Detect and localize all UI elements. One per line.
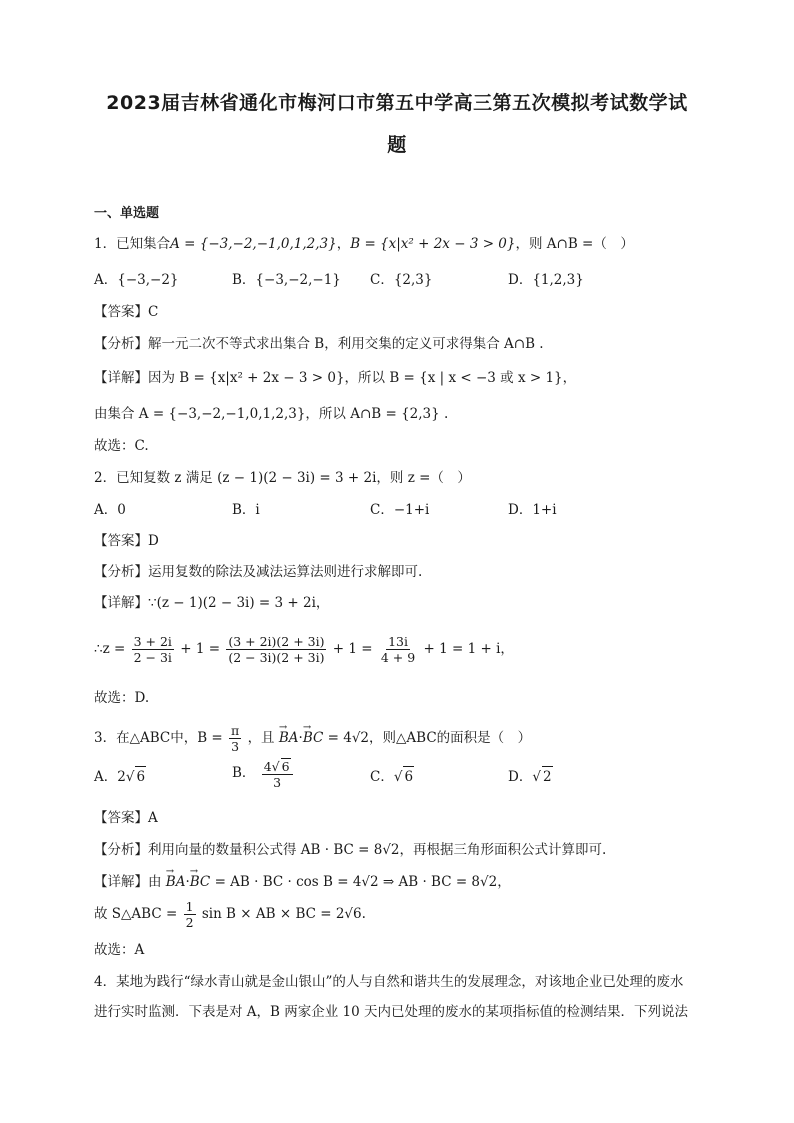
- q2-detail-1: 【详解】∵(z − 1)(2 − 3i) = 3 + 2i，: [94, 595, 330, 611]
- q1-option-a: A．{−3,−2}: [94, 272, 179, 288]
- vector-ba: → BA: [166, 872, 186, 892]
- fraction: $\frac{\pi}{3}$: [231, 723, 240, 754]
- q2-detail-2: ∴z = $\frac{3 + 2i}{2 - 3i}$ + 1 = $\frac{(3 + 2i)(2 + 3i)}{(2 - 3i)(2 + 3i)}$ + 1 = $\frac{13i}{4 + 9}$ + 1 = 1 + i，: [94, 634, 514, 665]
- exam-title-line-1: 2023届吉林省通化市梅河口市第五中学高三第五次模拟考试数学试: [106, 92, 688, 114]
- q1-detail-1: 【详解】因为 B = {x|x² + 2x − 3 > 0}，所以 B = {x | x < −3 或 x > 1}，: [94, 370, 577, 386]
- section-heading: 一、单选题: [94, 206, 160, 221]
- fraction: $\frac{3 + 2i}{2 - 3i}$: [133, 634, 172, 665]
- q2-answer: 【答案】D: [94, 533, 159, 549]
- q1-analysis: 【分析】解一元二次不等式求出集合 B，利用交集的定义可求得集合 A∩B .: [94, 336, 544, 352]
- q1-answer: 【答案】C: [94, 304, 159, 320]
- q3-detail-1: 【详解】由 → BA·→ BC = AB · BC · cos B = 4√2 ⇒ AB · BC = 8√2，: [94, 872, 511, 892]
- vector-bc: → BC: [190, 872, 211, 892]
- q2-stem: 2．已知复数 z 满足 (z − 1)(2 − 3i) = 3 + 2i，则 z =（ ）: [94, 470, 471, 486]
- vector-bc: → BC: [303, 722, 324, 754]
- fraction: $\frac{13i}{4 + 9}$: [380, 634, 416, 665]
- vector-ba: → BA: [279, 722, 299, 754]
- fraction: $\frac{1}{2}$: [185, 899, 194, 930]
- q3-stem: 3．在△ABC中，B = $\frac{\pi}{3}$ ，且 → BA·→ BC = 4√2，则△ABC的面积是（ ）: [94, 722, 531, 754]
- q1-option-c: C．{2,3}: [370, 272, 433, 288]
- q1-option-b: B．{−3,−2,−1}: [232, 272, 341, 288]
- q2-option-a: A．0: [94, 502, 126, 518]
- q3-analysis: 【分析】利用向量的数量积公式得 AB · BC = 8√2，再根据三角形面积公式计算即可.: [94, 842, 607, 858]
- q2-choice: 故选：D.: [94, 690, 150, 706]
- q1-choice: 故选：C.: [94, 438, 149, 454]
- q2-analysis: 【分析】运用复数的除法及减法运算法则进行求解即可.: [94, 564, 423, 580]
- q3-option-c: C．√ 6: [370, 766, 414, 787]
- q3-choice: 故选：A: [94, 942, 145, 958]
- q2-option-d: D．1+i: [508, 502, 557, 518]
- fraction: $\frac{(3 + 2i)(2 + 3i)}{(2 - 3i)(2 + 3i)}$: [228, 634, 325, 665]
- q1-stem: 1．已知集合A = {−3,−2,−1,0,1,2,3}，B = {x|x² + 2x − 3 > 0}，则 A∩B =（ ）: [94, 236, 634, 252]
- q1-detail-2: 由集合 A = {−3,−2,−1,0,1,2,3}，所以 A∩B = {2,3} .: [94, 406, 449, 422]
- q2-option-b: B．i: [232, 502, 260, 518]
- q3-option-a: A．2√ 6: [94, 766, 146, 787]
- q3-detail-2: 故 S△ABC = $\frac{1}{2}$ sin B × AB × BC = 2√6.: [94, 899, 366, 930]
- q3-answer: 【答案】A: [94, 810, 158, 826]
- q3-option-d: D．√ 2: [508, 766, 553, 787]
- exam-title-line-2: 题: [387, 134, 407, 156]
- q2-option-c: C．−1+i: [370, 502, 430, 518]
- fraction: $\frac{4√ 6}{3}$: [262, 758, 293, 790]
- q1-option-d: D．{1,2,3}: [508, 272, 584, 288]
- q3-option-b: B． $\frac{4√ 6}{3}$: [232, 756, 295, 790]
- q4-stem-line-1: 4．某地为践行“绿水青山就是金山银山”的人与自然和谐共生的发展理念，对该地企业已处理的废水: [94, 974, 684, 990]
- q4-stem-line-2: 进行实时监测．下表是对 A，B 两家企业 10 天内已处理的废水的某项指标值的检测结果．下列说法: [94, 1004, 689, 1020]
